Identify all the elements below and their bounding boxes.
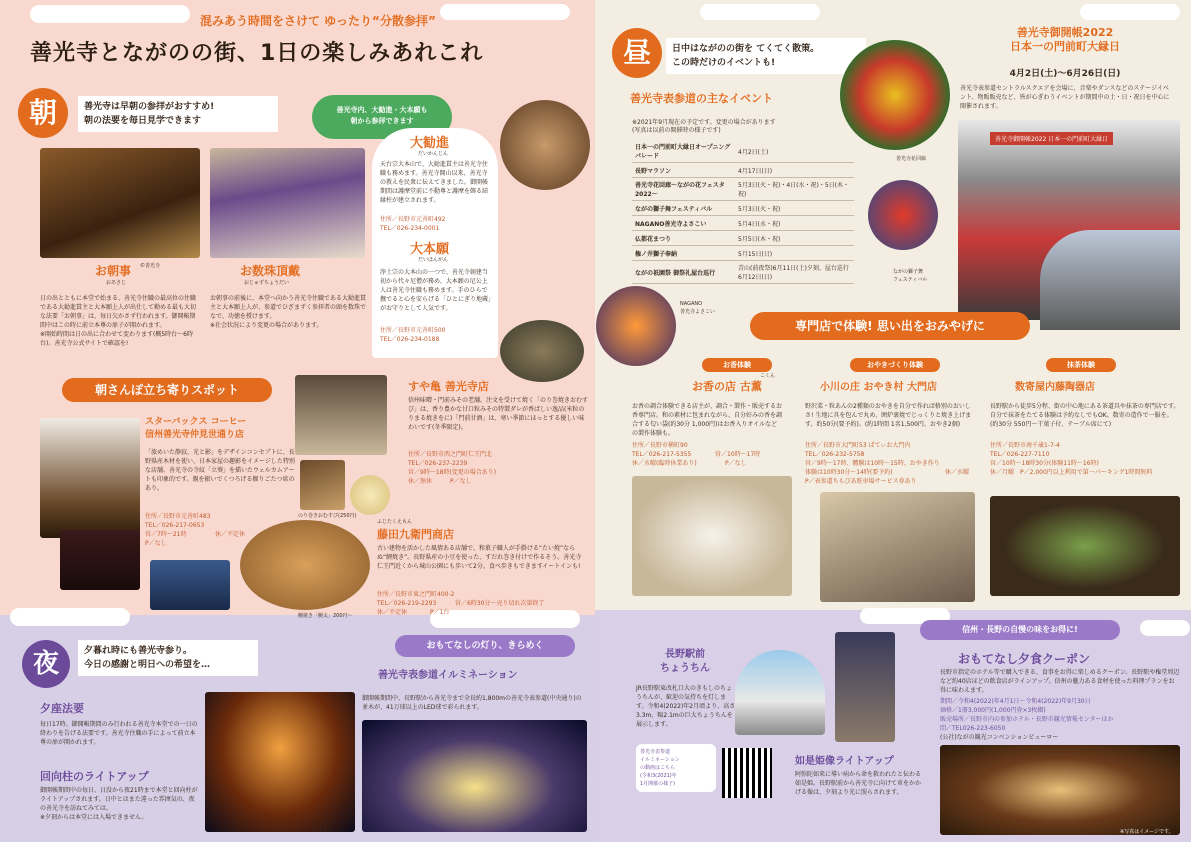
kou-text: お香の調合体験できる店主が、調合・製作・販売するお香専門店。和の素材に包まれながら、自分好みの香を調合する匂い袋(約30分 1,000円)はお香入りオイルなどの製作体験も。 (632, 403, 783, 437)
event-name: 長野マラソン (632, 163, 735, 178)
cloud-decoration (700, 4, 820, 20)
event-row (632, 246, 854, 261)
daikanjin-address: 住所／長野市元善町492 (380, 216, 446, 223)
coupon-text: 長野市指定のホテル等で購入できる、食事をお得に楽しめるクーポン。長野駅や権堂周辺など約40店ほどの飲食店がラインアップ。信州の魅力ある食材を使った料理プランをお得に味わえます。 (940, 669, 1180, 694)
event-name: 日本一の門前町大縁日オープニングパレード (632, 140, 735, 163)
event-row (632, 178, 854, 201)
ennichi-text: 善光寺表参道セントラルスクエアを会場に、音楽やダンスなどのステージイベント、物販販売など、皆が心ぎわうイベントが期間中の土・日・祝日を中心に開催されます。 (960, 85, 1170, 110)
coupon-sales: 販売場所／長野市内の参加ホテル・長野市観光情報センターほか (940, 716, 1114, 723)
parade-photo (1040, 230, 1180, 330)
night-intro: 夕暮れ時にも善光寺参り。 今日の感謝と明日への希望を… (78, 640, 258, 676)
oasaji-text: 日の出とともに本堂で始まる、善光寺住職の最高位の住職である大勧進貫主と大本願上人が出仕して勤める最も大切な法要「お朝事」は、毎日欠かさず行われます。御開帳期間中はこの時に前立本尊の扉子が開かれます。 ※開始時間は日の出に合わせて変わります(概5時台〜6時台)。善光寺公式サイトで確認を! (40, 295, 197, 347)
starbucks-address: 住所／長野市元善町483 (145, 513, 211, 520)
kou-kana: こくん (760, 373, 776, 379)
kou-tag: お香体験 (702, 358, 772, 372)
event-date: 5月4日(水・祝) (735, 216, 854, 231)
coupon-period: 期間／令和4(2022)年4月1日〜令和4(2022)年9月30日 (940, 698, 1091, 705)
daihongan-title: 大本願 (410, 242, 450, 257)
daikanjin-photo (500, 100, 590, 190)
fujita-address: 住所／長野市東之門町400-2 (377, 591, 455, 598)
events-note2: (写真は以前の開催時の様子です) (632, 127, 721, 134)
nyozehime-text: 阿弥陀如来に導い病から命を救われたと伝わる如是姫。長野駅前から善光寺に向けて車をかかげる像は、夕刻より光に照らされます。 (795, 771, 922, 796)
daikanjin-title: 大勧進 (410, 136, 450, 151)
kou-parking: P／なし (725, 460, 747, 467)
chouchin-photo (735, 650, 825, 735)
event-date: 5月3日(火・祝)・4日(水・祝)・5日(木・祝) (735, 178, 854, 201)
oyaki-title: 小川の庄 おやき村 大門店 (820, 382, 937, 393)
koi-yaki-photo (240, 520, 370, 610)
daytime-intro: 日中はながのの街を てくてく散策。 この時だけのイベントも! (666, 38, 866, 74)
fujita-hours: 営／6時30分〜売り切れ次第終了 (455, 600, 545, 607)
matcha-tel: TEL／026-227-7110 (990, 451, 1050, 458)
daihongan-photo (500, 320, 584, 382)
image-note: ※写真はイメージです。 (1120, 829, 1174, 835)
fujita-parking: P／1台 (430, 609, 450, 616)
oasaji-photo (40, 148, 200, 258)
dinner-photo (940, 745, 1180, 835)
cloud-decoration (1140, 620, 1190, 636)
events-note1: ※2021年9月現在の予定です。変更の場合があります (632, 119, 776, 126)
morning-walk-pill: 朝さんぽ立ち寄りスポット (62, 378, 272, 402)
shishimai-caption: ながの獅子舞 フェスティバル (893, 269, 928, 283)
event-row (632, 261, 854, 284)
event-name: ながの祇園祭 御祭礼屋台巡行 (632, 261, 735, 284)
starbucks-title: スターバックス コーヒー 信州善光寺仲見世通り店 (145, 417, 247, 440)
ennichi-banner: 善光寺御開帳2022 日本一の門前町大縁日 (990, 132, 1113, 145)
night-credit: ©善光寺 (312, 827, 333, 833)
nyozehime-title: 如是姫像ライトアップ (795, 756, 894, 767)
kou-address: 住所／長野市横町90 (632, 442, 688, 449)
illumination-photo (362, 720, 587, 832)
onigiri-photo (300, 460, 345, 510)
suyakame-tel: TEL／026-237-2239 (408, 460, 468, 467)
daytime-badge: 昼 (612, 28, 662, 78)
cloud-decoration (1080, 4, 1180, 20)
daihongan-tel: TEL／026-234-0188 (380, 336, 440, 343)
kou-tel: TEL／026-217-5355 (632, 451, 692, 458)
chouchin-text: JR長野駅東改札口大のきもしのちょうちんが、歓迎の気持ちを灯します。令和4(2022)年2月頃より、高さ3.3m、幅2.1mの巨大ちょうちんを展示します。 (636, 685, 736, 728)
ennichi-title: 善光寺御開帳2022 日本一の門前町大縁日 (1010, 26, 1120, 53)
ennichi-dates: 4月2日(土)〜6月26日(日) (1009, 69, 1121, 79)
coupon-tel: 問／TEL026-223-6050 (940, 725, 1006, 732)
daikanjin-tel: TEL／026-234-0001 (380, 225, 440, 232)
suyakame-title: すや亀 善光寺店 (408, 380, 489, 393)
yuza-text: 毎日17時、御開帳期間のみ行われる善光寺本堂での一日の終わりを告げる法要です。善光寺住職の手によって前立本尊の扉が開かれます。 (40, 721, 198, 746)
matcha-hours: 営／10時〜18時30分(体験11時〜16時) (990, 460, 1099, 467)
fujita-kana: ふじたくえもん (377, 519, 413, 525)
suyakame-text: 信州味噌・門前みその老舗。注文を受けて焼く「のり巻焼きおむすび」は、香り豊かな甘口粒みその特製ダレが香ばしい逸品(米粒のりまる焼きをに)「門前甘酒」は、寒い季節にほっとする優しい味わいです(冬季限定)。 (408, 397, 589, 431)
coupon-price: 価格／1冊3,000円(1,000円券×3枚綴) (940, 707, 1046, 714)
coupon-pill: 信州・長野の自慢の味をお得に! (920, 620, 1120, 640)
temple-lightup-photo (205, 692, 355, 832)
suyakame-hours: 営／9時〜18時(変更の場合あり) (408, 469, 497, 476)
starbucks-hours: 営／7時〜21時 (145, 531, 187, 538)
yosakoi-photo (596, 286, 676, 366)
fujita-caption: 鯉焼き「鯉太」200円〜 (298, 613, 353, 619)
event-date: 5月5日(木・祝) (735, 231, 854, 246)
coupon-org: (公社)ながの観光コンベンションビューロー (940, 734, 1059, 741)
coffee-photo (60, 530, 140, 590)
suyakame-shop-photo (295, 375, 387, 455)
event-name: 仏都花まつり (632, 231, 735, 246)
event-date: 4月17日(日) (735, 163, 854, 178)
yuza-title: 夕座法要 (40, 702, 84, 715)
oyaki-tag: おやきづくり体験 (850, 358, 940, 372)
starbucks-closed: 休／不定休 (215, 531, 246, 538)
event-row (632, 140, 854, 163)
daihongan-text: 浄土宗の大本山の一つで、善光寺創建当初から代々尼僧が務め、大本願の尼公上人は善光寺住職も務めます。手のひらで撫でると心を安らげる「ひとにぎり地蔵」がお守りとして人気です。 (380, 269, 492, 312)
event-date: 5月3日(火・祝) (735, 201, 854, 216)
event-row (632, 231, 854, 246)
nyozehime-photo (835, 632, 895, 742)
fujita-closed: 休／不定休 (377, 609, 408, 616)
event-row (632, 216, 854, 231)
event-name: 権ノ井獅子奉納 (632, 246, 735, 261)
illumination-title: 善光寺表参道イルミネーション (378, 670, 518, 681)
morning-badge: 朝 (18, 88, 68, 138)
matcha-address: 住所／長野市南千歳1-7-4 (990, 442, 1060, 449)
suyakame-parking: P／なし (450, 478, 472, 485)
matcha-closed: 休／月曜 (990, 469, 1015, 476)
qr-code-icon[interactable] (722, 748, 772, 798)
yosakoi-caption: NAGANO 善光寺よさこい (680, 301, 716, 315)
starbucks-photo (40, 418, 140, 538)
kou-photo (632, 476, 792, 596)
event-name: 善光寺花回廊〜ながの花フェスタ2022〜 (632, 178, 735, 201)
cloud-decoration (10, 608, 130, 626)
kou-closed: 休／水曜(臨時休業あり) (632, 460, 697, 467)
starbucks-text: 「旅めいた静寂、光と影」をデザインコンセプトに、長野県産木材を使い、日本家屋の趣影をイメージした特別な店舗。善光寺の寺紋「立葵」を描いたウェルカムアートも印象的です。親を振いでくつろげる掘りごたつ席のあり。 (145, 449, 295, 492)
flower-festa-photo (840, 40, 950, 150)
juzu-text: お朝事の前後に、本堂へ向かう善光寺住職である大勧進貫主と大本願上人が、参道でひざまずく参拝者の頭を数珠でなで、功徳を授けます。 ※社会状況により変更の場合があります。 (210, 295, 367, 329)
suyakame-closed: 休／無休 (408, 478, 433, 485)
oyaki-hours: 営／9時〜17時、體験は10時〜15時、おやき作り体験は10時30分〜14時(要予約) (805, 460, 940, 476)
juzu-photo (210, 148, 365, 258)
tagline: 混みあう時間をさけて ゆったり“分散参拝” (200, 14, 436, 28)
matcha-text: 長野駅から徒歩5分程、街の中心地にある茶道具や抹茶の専門店です。自分で抹茶をたてる体験は予約なしでもOK。数寄の造作で一服を。(約30分 550円〜干菓子付、テーブル席にて) (990, 403, 1180, 428)
daihongan-kana: だいほんがん (418, 257, 449, 263)
video-note: 善光寺表参道 イルミネーション の動画はこちら (令和3(2021)年 1月開催の様子) (636, 744, 716, 792)
illumination-pill: おもてなしの灯り、きらめく (395, 635, 575, 657)
oyaki-text: 野沢菜・粒あんの2種類のおやきを自分で作れば格別のおいしさ! 生地に具を包んで丸め、囲炉裏焼でじっくりと焼き上げます。約50分(要予約)。(約1時間 1名1,500円、おやき2個) (805, 403, 972, 428)
matcha-photo (990, 496, 1180, 596)
main-title: 善光寺とながのの街、1日の楽しみあれこれ (30, 41, 484, 66)
suyakame-address: 住所／長野市西之門町仁王門北 (408, 451, 493, 458)
workshops-pill: 専門店で体験! 思い出をおみやげに (750, 312, 1030, 340)
photo-credit: ©善光寺 (140, 263, 161, 269)
kou-title: お香の店 古薫 (692, 380, 762, 393)
daikanjin-kana: だいかんじん (418, 151, 449, 157)
oasaji-title: お朝事 (95, 264, 132, 278)
temple-bubble: 善光寺内、大勧進・大本願も 朝から参拝できます (312, 95, 452, 139)
daikanjin-text: 天台宗大本山で、大勧進貫主は善光寺住職も務めます。善光寺開山以来、善光寺の教えを民衆に伝えてきました。御開帳期間は護摩堂前に不動尊と護摩を飾る結縁柱が建立されます。 (380, 161, 489, 204)
event-date: 5月15日(日) (735, 246, 854, 261)
event-name: ながの獅子舞フェスティバル (632, 201, 735, 216)
oyaki-address: 住所／長野市大門町53 ぱてぃお大門内 (805, 442, 911, 449)
fujita-text: 古い建物を活かした風情ある店舗で、和菓子職人が手掛ける“たい焼”ならぬ“鯉焼き”。長野県産の小豆を使った、すだれ巻き付けで作るそう。善光寺仁王門近くから城山公園にも歩いて2分。食べ歩きもできますイートインも! (377, 545, 582, 570)
event-row (632, 201, 854, 216)
daihongan-address: 住所／長野市元善町500 (380, 327, 446, 334)
illumination-text: 御開帳期間中、長野駅から善光寺まで全長約1,800mの善光寺表参道(中央通り)の並木が、41万球以上のLED球で彩られます。 (362, 695, 582, 711)
suyakame-caption: のり巻きおむすび(250円) (298, 513, 357, 519)
events-table (632, 140, 854, 284)
oyaki-closed: 休／水曜 (945, 469, 970, 476)
juzu-title: お数珠頂戴 (240, 264, 301, 278)
flower-caption: 善光寺花回廊 (896, 156, 927, 162)
events-title: 善光寺表参道の主なイベント (630, 92, 773, 105)
fujita-tel: TEL／026-219-2293 (377, 600, 437, 607)
shishimai-photo (868, 180, 938, 250)
event-row (632, 163, 854, 178)
event-name: NAGANO善光寺よさこい (632, 216, 735, 231)
juzu-kana: おじゅずちょうだい (244, 280, 290, 286)
starbucks-tel: TEL／026-217-0653 (145, 522, 205, 529)
matcha-tag: 抹茶体験 (1046, 358, 1116, 372)
kaikoubashira-text: 御開帳期間中の毎日、日没から夜21時まで本堂と回向柱がライトアップされます。日中とはまた違った雰囲気の、夜の善光寺を訪ねてみては。 ※夕刻からは本堂には入場できません。 (40, 787, 198, 821)
oyaki-parking: P／表参道ちもぴあ駐車場サービス券あり (805, 478, 917, 485)
oasaji-kana: おあさじ (106, 280, 127, 286)
amazake-photo (350, 475, 390, 515)
storefront-photo (150, 560, 230, 610)
matcha-title: 数寄屋内藤陶器店 (1015, 382, 1095, 393)
night-badge: 夜 (22, 640, 70, 688)
chouchin-title: 長野駅前 ちょうちん (660, 649, 710, 674)
coupon-title: おもてなし夕食クーポン (958, 652, 1091, 666)
kou-hours: 営／10時〜17時 (715, 451, 761, 458)
oyaki-photo (820, 492, 975, 602)
starbucks-parking: P／なし (145, 540, 167, 547)
event-date: 4月2日(土) (735, 140, 854, 163)
cloud-decoration (30, 5, 190, 23)
morning-intro: 善光寺は早朝の参拝がおすすめ! 朝の法要を毎日見学できます (78, 96, 278, 132)
kaikoubashira-title: 回向柱のライトアップ (40, 770, 149, 783)
event-date: 青山(前夜祭)6月11日(土)夕刻、屋台巡行6月12日(日) (735, 261, 854, 284)
oyaki-tel: TEL／026-232-5758 (805, 451, 865, 458)
cloud-decoration (430, 610, 580, 628)
matcha-parking: P／2,000円以上利用で第一パーキング1時間無料 (1020, 469, 1153, 476)
fujita-title: 藤田九衛門商店 (377, 528, 454, 541)
